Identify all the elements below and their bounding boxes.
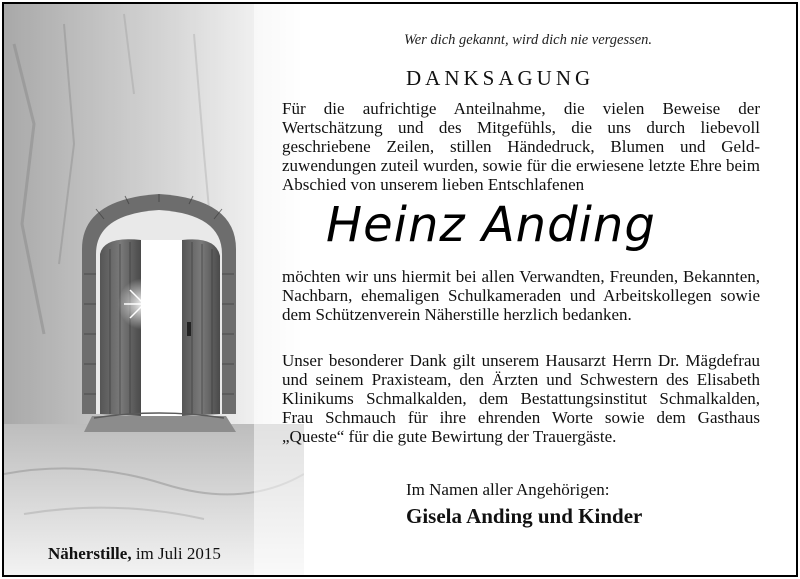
thanks-paragraph: möchten wir uns hiermit bei allen Verwandten, Freunden, Bekannten, Nachbarn, ehemaligen Schulkameraden und Arbeitskollegen sowie dem Schützenverein Näherstille herzlich bedanken. [282, 267, 760, 324]
intro-paragraph: Für die aufrichtige Anteilnahme, die vielen Beweise der Wertschätzung und des Mitgefühls, die uns durch liebevoll geschriebene Zeilen, stillen Händedruck, Blumen und Geld-zuwendungen zuteil wurden, sowie für die erwiesene letzte Ehre beim Abschied von unserem lieben Entschlafenen [282, 99, 760, 194]
stone-archway-open-door-light-icon [4, 4, 304, 577]
signers: Gisela Anding und Kinder [406, 504, 643, 528]
on-behalf-line: Im Namen aller Angehörigen: [406, 480, 610, 499]
motto: Wer dich gekannt, wird dich nie vergessen. [404, 32, 653, 48]
archway-door-image [4, 4, 304, 577]
notice-title: DANKSAGUNG [406, 66, 595, 90]
special-thanks-paragraph: Unser besonderer Dank gilt unserem Hausarzt Herrn Dr. Mägdefrau und seinem Praxisteam, den Ärzten und Schwestern des Elisabeth Klinikums Schmalkalden, dem Bestattungsinstitut Schmalkalden, Frau Schmauch für ihre ehrenden Worte sowie dem Gasthaus „Queste“ für die gute Bewirtung der Trauergäste. [282, 351, 760, 446]
obituary-notice [2, 2, 798, 577]
place-date [48, 544, 221, 564]
deceased-name: Heinz Anding [326, 197, 656, 253]
date: im Juli 2015 [135, 544, 221, 563]
place: Näherstille, [48, 544, 132, 563]
